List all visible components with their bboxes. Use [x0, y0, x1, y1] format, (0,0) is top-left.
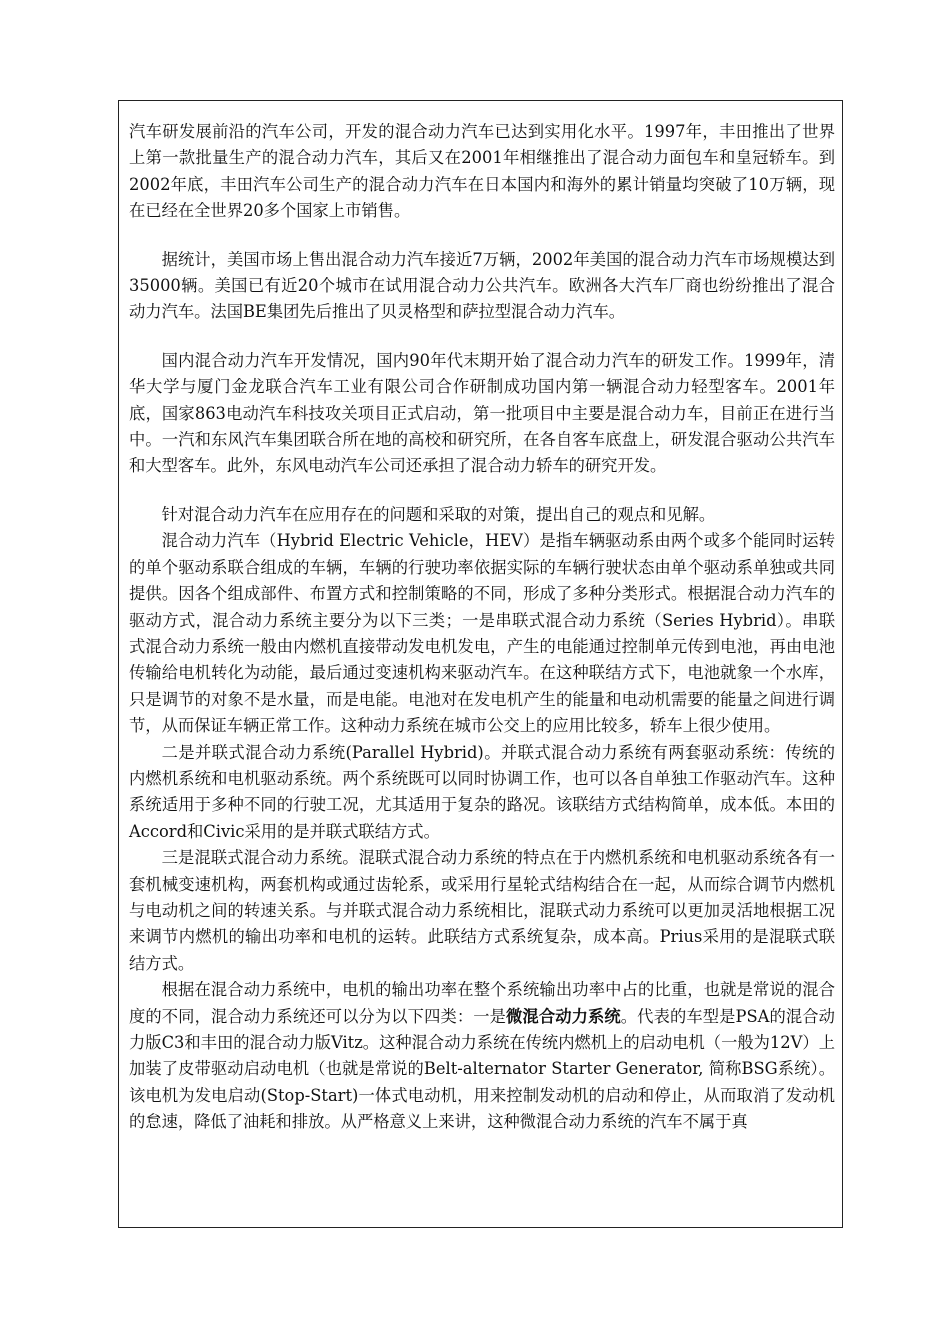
- document-body: [129, 119, 835, 1136]
- paragraph-series-parallel-hybrid: 三是混联式混合动力系统。混联式混合动力系统的特点在于内燃机系统和电机驱动系统各有一套机械变速机构，两套机构或通过齿轮系，或采用行星轮式结构结合在一起，从而综合调节内燃机与电动机之间的转速关系。与并联式混合动力系统相比，混联式动力系统可以更加灵活地根据工况来调节内燃机的输出功率和电机的运转。此联结方式系统复杂，成本高。Prius采用的是混联式联结方式。: [129, 848, 835, 973]
- paragraph-hybrid-degree: [129, 977, 835, 1135]
- paragraph-us-market: 据统计，美国市场上售出混合动力汽车接近7万辆，2002年美国的混合动力汽车市场规模达到35000辆。美国已有近20个城市在试用混合动力公共汽车。欧洲各大汽车厂商也纷纷推出了混合动力汽车。法国BE集团先后推出了贝灵格型和萨拉型混合动力汽车。: [129, 249, 835, 322]
- paragraph-gap: [129, 480, 835, 502]
- paragraph-question: 针对混合动力汽车在应用存在的问题和采取的对策，提出自己的观点和见解。: [161, 504, 716, 524]
- micro-hybrid-term: 微混合动力系统: [506, 1006, 621, 1026]
- paragraph-hev-definition: 混合动力汽车（Hybrid Electric Vehicle，HEV）是指车辆驱动系由两个或多个能同时运转的单个驱动系联合组成的车辆，车辆的行驶功率依据实际的车辆行驶状态由单个驱动系单独或共同提供。因各个组成部件、布置方式和控制策略的不同，形成了多种分类形式。根据混合动力汽车的驱动方式，混合动力系统主要分为以下三类；一是串联式混合动力系统（Series Hybrid）。串联式混合动力系统一般由内燃机直接带动发电机发电，产生的电能通过控制单元传到电池，再由电池传输给电机转化为动能，最后通过变速机构来驱动汽车。在这种联结方式下，电池就象一个水库，只是调节的对象不是水量，而是电能。电池对在发电机产生的能量和电动机需要的能量之间进行调节，从而保证车辆正常工作。这种动力系统在城市公交上的应用比较多，轿车上很少使用。: [129, 531, 835, 736]
- micro-hybrid-description: 。代表的车型是PSA的混合动力版C3和丰田的混合动力版Vitz。这种混合动力系统在传统内燃机上的启动电机（一般为12V）上加装了皮带驱动启动电机（也就是常说的Belt-alternator Starter Generator, 简称BSG系统）。该电机为发电启动(Stop-Start)一体式电动机，用来控制发动机的启动和停止，从而取消了发动机的怠速，降低了油耗和排放。从严格意义上来讲，这种微混合动力系统的汽车不属于真: [129, 1006, 835, 1132]
- paragraph-gap: [129, 326, 835, 348]
- paragraph-parallel-hybrid: 二是并联式混合动力系统(Parallel Hybrid)。并联式混合动力系统有两套驱动系统：传统的内燃机系统和电机驱动系统。两个系统既可以同时协调工作，也可以各自单独工作驱动汽车。这种系统适用于多种不同的行驶工况，尤其适用于复杂的路况。该联结方式结构简单，成本低。本田的Accord和Civic采用的是并联式联结方式。: [129, 742, 835, 841]
- paragraph-domestic-development: 国内混合动力汽车开发情况，国内90年代末期开始了混合动力汽车的研发工作。1999年，清华大学与厦门金龙联合汽车工业有限公司合作研制成功国内第一辆混合动力轻型客车。2001年底，国家863电动汽车科技攻关项目正式启动，第一批项目中主要是混合动力车，目前正在进行当中。一汽和东风汽车集团联合所在地的高校和研究所，在各自客车底盘上，研发混合驱动公共汽车和大型客车。此外，东风电动汽车公司还承担了混合动力轿车的研究开发。: [129, 350, 835, 476]
- hybrid-degree-intro: 根据在混合动力系统中，电机的输出功率在整个系统输出功率中占的比重，也就是常说的混合度的不同，混合动力系统还可以分为以下四类：一是: [129, 980, 835, 1026]
- paragraph-gap: [129, 225, 835, 247]
- paragraph-toyota-history: 汽车研发展前沿的汽车公司，开发的混合动力汽车已达到实用化水平。1997年，丰田推出了世界上第一款批量生产的混合动力汽车，其后又在2001年相继推出了混合动力面包车和皇冠轿车。到2002年底，丰田汽车公司生产的混合动力汽车在日本国内和海外的累计销量均突破了10万辆，现在已经在全世界20多个国家上市销售。: [129, 122, 835, 221]
- page-frame: [118, 100, 843, 1228]
